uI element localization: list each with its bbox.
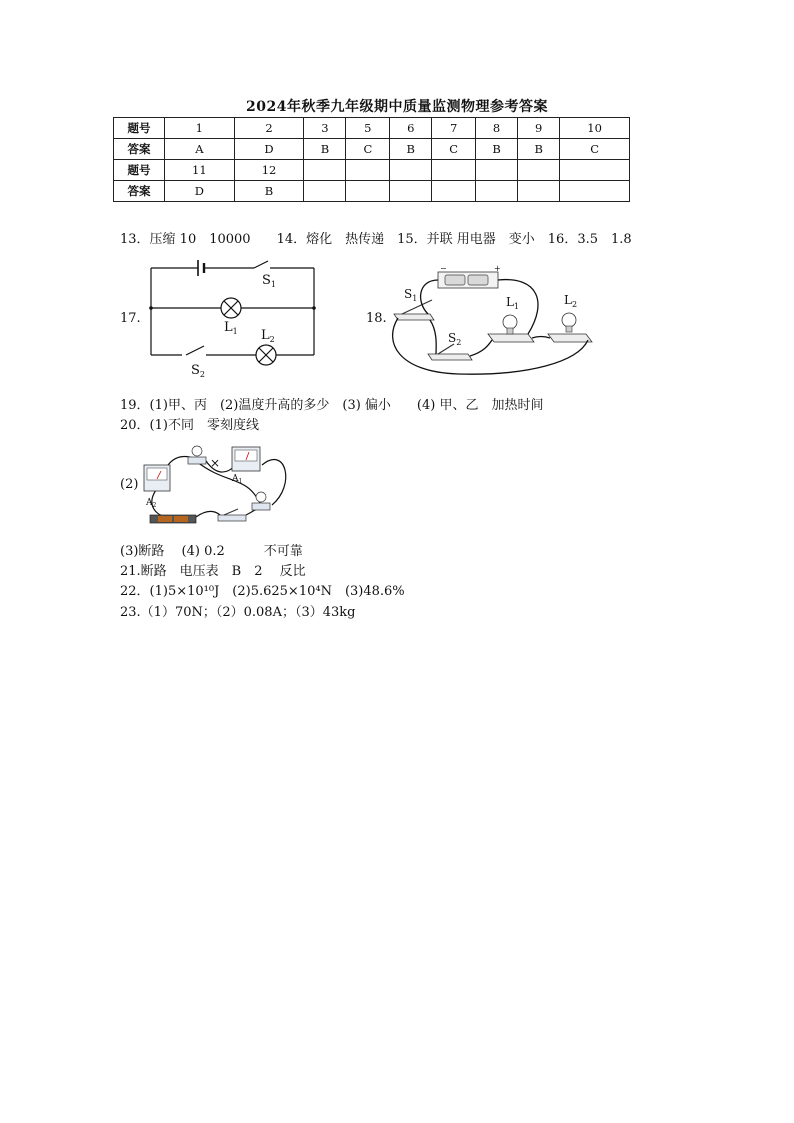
label-l2-sub: 2: [571, 300, 578, 309]
table-cell: 1: [165, 118, 235, 139]
table-cell: B: [390, 139, 432, 160]
bulb-top: [188, 446, 206, 464]
table-cell: 3: [304, 118, 346, 139]
battery-holder: [438, 272, 498, 288]
label-l1: L: [506, 295, 514, 309]
table-cell: [560, 181, 630, 202]
label-s2: S: [448, 331, 457, 345]
page-title: 2024年秋季九年级期中质量监测物理参考答案: [246, 99, 548, 115]
svg-text:S1: [262, 273, 276, 289]
svg-text:L2: [564, 293, 577, 309]
table-cell: 答案: [114, 139, 165, 160]
label-s2: S: [191, 363, 200, 378]
question-20-2-label: (2): [120, 477, 139, 492]
label-l2: L: [564, 293, 572, 307]
table-cell: [560, 160, 630, 181]
table-row: [114, 160, 630, 181]
label-l2: L: [261, 328, 270, 343]
svg-text:L1: [506, 295, 519, 311]
table-cell: D: [234, 139, 304, 160]
table-cell: [304, 160, 346, 181]
svg-text:S2: [448, 331, 461, 347]
table-cell: C: [432, 139, 476, 160]
label-a2-sub: 2: [152, 502, 157, 509]
svg-text:S2: [191, 363, 205, 379]
switch-s2: [428, 344, 472, 360]
table-cell: 9: [518, 118, 560, 139]
table-cell: 8: [476, 118, 518, 139]
table-row: [114, 118, 630, 139]
label-l1-sub: 1: [513, 302, 520, 311]
table-cell: 题号: [114, 118, 165, 139]
table-cell: B: [518, 139, 560, 160]
question-18-label: 18.: [366, 311, 387, 326]
bulb-l2: [548, 313, 592, 342]
label-a1: A: [232, 474, 239, 484]
table-cell: C: [560, 139, 630, 160]
table-cell: [346, 181, 390, 202]
table-cell: 6: [390, 118, 432, 139]
answer-21: 21.断路 电压表 B 2 反比: [120, 564, 306, 579]
circuit-diagram-17: [146, 258, 326, 378]
table-cell: D: [165, 181, 235, 202]
table-cell: 5: [346, 118, 390, 139]
table-cell: 10: [560, 118, 630, 139]
answer-19: 19．(1)甲、丙 (2)温度升高的多少 (3) 偏小 (4) 甲、乙 加热时间: [120, 398, 544, 413]
table-cell: [304, 181, 346, 202]
question-17-label: 17.: [120, 311, 141, 326]
table-cell: A: [165, 139, 235, 160]
ammeter-a1: [232, 447, 260, 471]
answer-20-1: 20．(1)不同 零刻度线: [120, 418, 259, 433]
table-cell: 2: [234, 118, 304, 139]
answer-table: [113, 117, 630, 202]
table-cell: [432, 181, 476, 202]
table-cell: 7: [432, 118, 476, 139]
table-row: [114, 139, 630, 160]
battery-pack: [150, 515, 196, 523]
battery-minus-label: −: [440, 264, 447, 273]
answer-22: 22．(1)5×10¹⁰J (2)5.625×10⁴N (3)48.6%: [120, 584, 405, 599]
svg-text:S1: [404, 287, 417, 303]
label-s1: S: [262, 273, 271, 288]
table-cell: [346, 160, 390, 181]
table-cell: [390, 181, 432, 202]
table-cell: [476, 181, 518, 202]
table-cell: 11: [165, 160, 235, 181]
label-a1-sub: 1: [238, 478, 243, 485]
junction-dot: [149, 306, 153, 310]
table-cell: 12: [234, 160, 304, 181]
label-s2-sub: 2: [199, 370, 205, 379]
physical-circuit-18: [388, 262, 608, 382]
label-s1-sub: 1: [412, 294, 418, 303]
junction-dot: [312, 306, 316, 310]
label-l1-sub: 1: [232, 327, 238, 336]
table-cell: 答案: [114, 181, 165, 202]
label-s1-sub: 1: [270, 280, 276, 289]
ammeter-a2: [144, 465, 170, 491]
table-cell: [476, 160, 518, 181]
table-row: [114, 181, 630, 202]
svg-text:L1: [224, 320, 238, 336]
cross-mark: ×: [210, 456, 221, 470]
table-cell: B: [304, 139, 346, 160]
label-a2: A: [146, 498, 153, 508]
answer-13-16: 13．压缩 10 10000 14．熔化 热传递 15．并联 用电器 变小 16．3.5 1.8: [120, 232, 632, 247]
table-cell: 题号: [114, 160, 165, 181]
svg-text:A2: [145, 498, 157, 509]
table-cell: [518, 181, 560, 202]
label-l2-sub: 2: [269, 335, 275, 344]
label-s2-sub: 2: [456, 338, 462, 347]
label-l1: L: [224, 320, 233, 335]
table-cell: [432, 160, 476, 181]
answer-20-3-4: (3)断路 (4) 0.2 不可靠: [120, 544, 303, 559]
switch: [218, 509, 246, 521]
svg-text:A1: [231, 474, 242, 485]
experiment-diagram-20: [136, 435, 296, 530]
battery-plus-label: +: [494, 264, 501, 273]
switch-s1: [394, 300, 434, 320]
table-cell: [390, 160, 432, 181]
table-cell: B: [234, 181, 304, 202]
table-cell: B: [476, 139, 518, 160]
svg-text:L2: [261, 328, 275, 344]
table-cell: C: [346, 139, 390, 160]
bulb-l1: [488, 315, 534, 342]
answer-23: 23.（1）70N；（2）0.08A；（3）43kg: [120, 605, 356, 620]
label-s1: S: [404, 287, 413, 301]
table-cell: [518, 160, 560, 181]
